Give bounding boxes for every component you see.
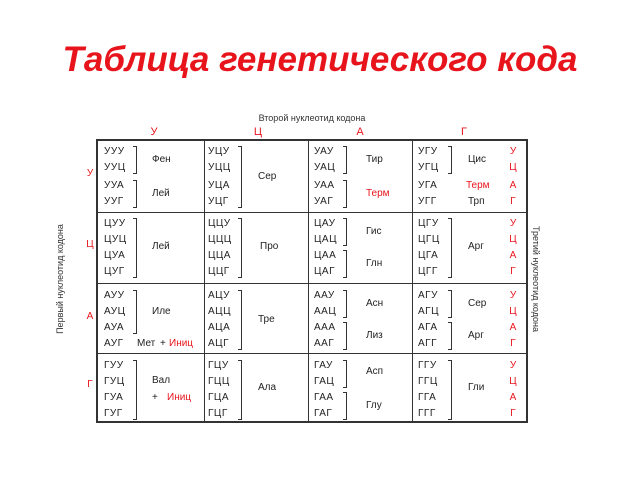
amino-acid: Арг [468,241,484,252]
codon: УУУ [104,146,125,157]
third-nucleotide: Ц [509,306,517,317]
bracket [238,290,242,350]
amino-acid: Асн [366,298,384,309]
amino-acid: Иле [152,306,171,317]
amino-acid: Глн [366,258,383,269]
codon: ГГГ [418,408,436,419]
codon: ЦЦЦ [208,234,232,245]
codon: ЦЦУ [208,218,231,229]
codon: ГАЦ [314,376,335,387]
codon: УГА [418,180,438,191]
codon: ГАГ [314,408,333,419]
codon: ЦУГ [104,266,125,277]
amino-acid-start: Иниц [169,338,194,349]
codon: ГГЦ [418,376,438,387]
third-nucleotide: Г [510,408,516,419]
third-nucleotide: Г [510,266,516,277]
codon: ГУУ [104,360,124,371]
amino-acid: Трп [468,196,485,207]
bracket [343,360,347,388]
codon: ГЦА [208,392,229,403]
codon: ЦГЦ [418,234,440,245]
second-nucleotide-label: Второй нуклеотид кодона [258,113,366,123]
codon: ЦЦА [208,250,231,261]
codon: УЦУ [208,146,230,157]
codon: УАА [314,180,335,191]
bracket [343,250,347,278]
amino-acid: Ала [258,382,277,393]
amino-acid: Лиз [366,330,383,341]
row-divider [98,212,526,213]
second-nucleotide-u: У [150,126,158,138]
second-nucleotide-c: Ц [253,126,263,138]
codon: АГА [418,322,438,333]
amino-acid: Глу [366,400,382,411]
bracket [448,322,452,350]
codon: ЦАА [314,250,337,261]
plus-sign: + [160,338,166,349]
amino-acid: Тре [258,314,275,325]
bracket [448,218,452,278]
amino-acid-stop: Терм [466,180,490,191]
third-nucleotide: Ц [509,162,517,173]
third-nucleotide: Ц [509,376,517,387]
codon: УГУ [418,146,438,157]
bracket [448,146,452,174]
codon: УУА [104,180,125,191]
bracket [343,392,347,420]
codon: ЦАГ [314,266,335,277]
bracket [238,218,242,278]
codon: ГУЦ [104,376,125,387]
amino-acid: Мет [137,338,156,349]
bracket [343,322,347,350]
row-divider [98,353,526,354]
codon: ЦГА [418,250,439,261]
codon: УАЦ [314,162,336,173]
third-nucleotide: Г [510,196,516,207]
codon: ГУА [104,392,124,403]
codon: АУЦ [104,306,126,317]
codon: ГЦГ [208,408,228,419]
codon: ГГА [418,392,437,403]
first-nucleotide-c: Ц [86,239,94,250]
codon: ЦЦГ [208,266,230,277]
page-title: Таблица генетического кода [62,40,578,79]
codon: АУА [104,322,125,333]
codon: АЦГ [208,338,229,349]
codon: ЦУЦ [104,234,127,245]
codon: ЦГГ [418,266,438,277]
codon: УЦА [208,180,230,191]
third-nucleotide: А [509,250,517,261]
bracket [133,218,137,278]
column-divider [308,141,309,421]
amino-acid: Вал [152,375,171,386]
codon: ГУГ [104,408,123,419]
bracket [343,146,347,174]
bracket [133,290,137,334]
codon: УАГ [314,196,334,207]
codon: ЦГУ [418,218,439,229]
amino-acid-start: Иниц [167,392,192,403]
first-nucleotide-g: Г [87,379,93,390]
codon: ГГУ [418,360,437,371]
amino-acid: Гли [468,382,485,393]
amino-acid: Фен [152,154,171,165]
codon: АГГ [418,338,437,349]
bracket [448,290,452,318]
third-nucleotide: У [509,218,517,229]
third-nucleotide: Г [510,338,516,349]
second-nucleotide-g: Г [461,126,467,138]
codon: УАУ [314,146,334,157]
bracket [343,180,347,208]
third-nucleotide: У [509,290,517,301]
amino-acid: Лей [152,188,170,199]
codon: УЦЦ [208,162,231,173]
third-nucleotide: Ц [509,234,517,245]
bracket [238,360,242,420]
first-nucleotide-a: А [86,311,94,322]
codon: АГЦ [418,306,439,317]
amino-acid: Асп [366,366,384,377]
column-divider [412,141,413,421]
codon: АГУ [418,290,438,301]
amino-acid-stop: Терм [366,188,390,199]
second-nucleotide-a: А [356,126,364,138]
codon: ГАУ [314,360,333,371]
codon: ГЦУ [208,360,229,371]
codon: ГАА [314,392,334,403]
plus-sign: + [152,392,158,403]
amino-acid: Лей [152,241,170,252]
codon: ААГ [314,338,335,349]
first-nucleotide-label: Первый нуклеотид кодона [55,224,65,334]
bracket [238,146,242,208]
amino-acid: Гис [366,226,382,237]
codon: ААЦ [314,306,337,317]
first-nucleotide-u: У [86,168,94,179]
codon: УГЦ [418,162,439,173]
codon: ЦУУ [104,218,126,229]
codon: АУУ [104,290,125,301]
codon: ЦУА [104,250,126,261]
bracket [133,146,137,174]
codon: АЦЦ [208,306,231,317]
amino-acid: Сер [468,298,487,309]
codon: ГЦЦ [208,376,230,387]
bracket [343,218,347,246]
codon: УУЦ [104,162,126,173]
bracket [133,180,137,208]
codon: УГГ [418,196,437,207]
codon: АЦА [208,322,231,333]
row-divider [98,283,526,284]
third-nucleotide: А [509,392,517,403]
bracket [448,360,452,420]
amino-acid: Тир [366,154,383,165]
third-nucleotide: У [509,146,517,157]
third-nucleotide: А [509,322,517,333]
third-nucleotide: У [509,360,517,371]
amino-acid: Сер [258,171,277,182]
codon: АЦУ [208,290,230,301]
bracket [133,360,137,420]
codon: УУГ [104,196,124,207]
codon: ААА [314,322,336,333]
amino-acid: Про [260,241,279,252]
codon: УЦГ [208,196,229,207]
column-divider [204,141,205,421]
amino-acid: Арг [468,330,484,341]
bracket [343,290,347,318]
amino-acid: Цис [468,154,486,165]
third-nucleotide: А [509,180,517,191]
codon: ААУ [314,290,335,301]
codon: ЦАЦ [314,234,337,245]
codon: ЦАУ [314,218,336,229]
third-nucleotide-label: Третий нуклеотид кодона [531,226,541,332]
codon: АУГ [104,338,124,349]
